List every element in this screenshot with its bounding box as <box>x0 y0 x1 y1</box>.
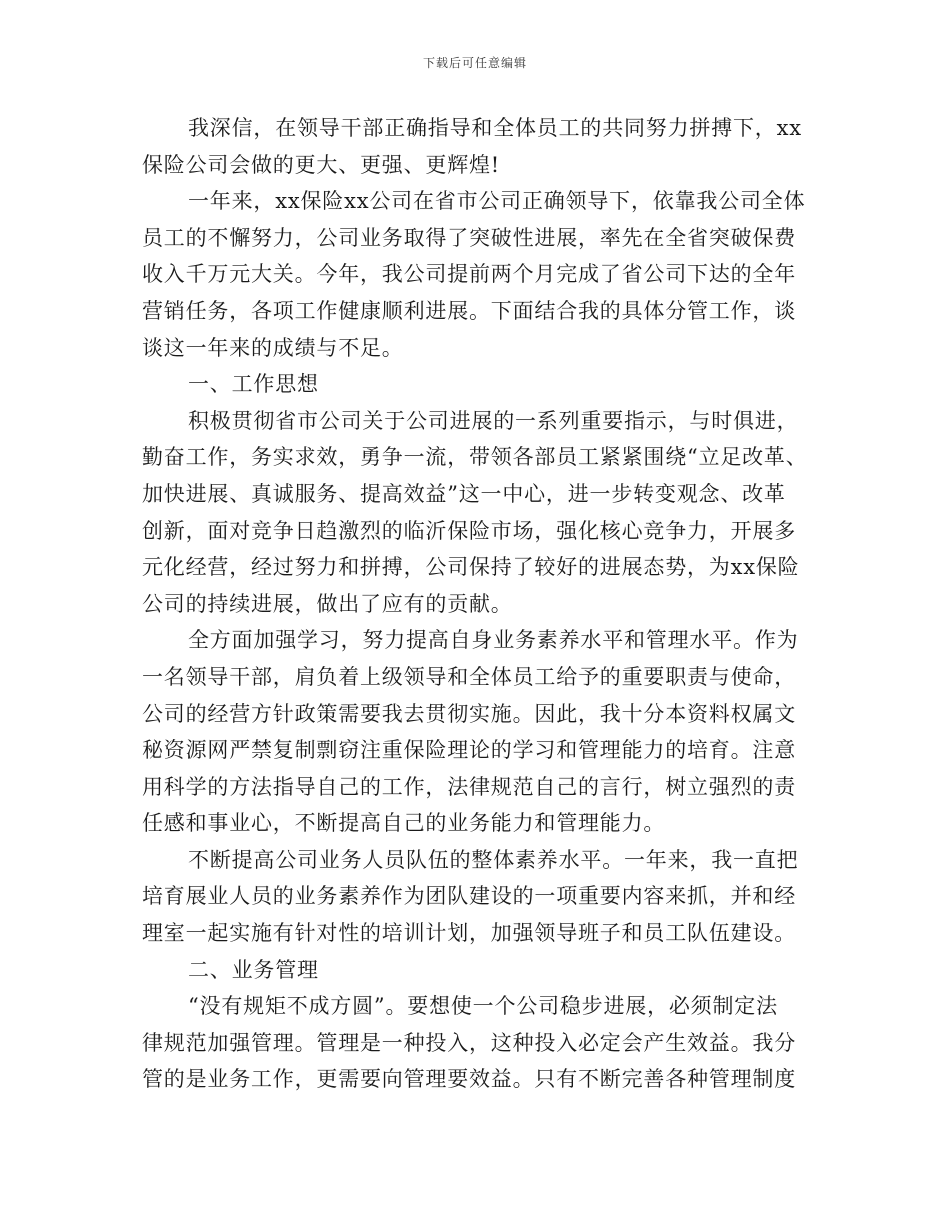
section-heading: 一、工作思想 <box>188 372 319 397</box>
text-line: 任感和事业心，不断提高自己的业务能力和管理能力。 <box>142 811 666 836</box>
text-line: 营销任务，各项工作健康顺利进展。下面结合我的具体分管工作，谈 <box>142 298 796 323</box>
text-line: 公司的经营方针政策需要我去贯彻实施。因此，我十分本资料权属文 <box>142 701 796 726</box>
text-line: 谈这一年来的成绩与不足。 <box>142 335 404 360</box>
section-heading: 二、业务管理 <box>188 957 319 982</box>
text-line: 收入千万元大关。今年，我公司提前两个月完成了省公司下达的全年 <box>142 262 796 287</box>
text-line: 我深信，在领导干部正确指导和全体员工的共同努力拼搏下，xx <box>188 116 802 140</box>
text-line: 保险公司会做的更大、更强、更辉煌! <box>142 152 501 177</box>
text-line: 员工的不懈努力，公司业务取得了突破性进展，率先在全省突破保费 <box>142 225 796 250</box>
text-line: 一名领导干部，肩负着上级领导和全体员工给予的重要职责与使命， <box>142 664 796 689</box>
text-line: 秘资源网严禁复制剽窃注重保险理论的学习和管理能力的培育。注意 <box>142 738 796 763</box>
text-line: 加快进展、真诚服务、提高效益”这一中心，进一步转变观念、改革 <box>142 481 786 506</box>
text-line: 全方面加强学习，努力提高自身业务素养水平和管理水平。作为 <box>188 628 799 653</box>
text-line: 理室一起实施有针对性的培训计划，加强领导班子和员工队伍建设。 <box>142 921 796 946</box>
text-line: 不断提高公司业务人员队伍的整体素养水平。一年来，我一直把 <box>188 847 799 872</box>
text-line: 培育展业人员的业务素养作为团队建设的一项重要内容来抓，并和经 <box>142 884 796 909</box>
text-line: “没有规矩不成方圆”。要想使一个公司稳步进展，必须制定法 <box>188 994 778 1019</box>
document-body <box>142 110 810 1098</box>
text-line: 公司的持续进展，做出了应有的贡献。 <box>142 591 513 616</box>
text-line: 积极贯彻省市公司关于公司进展的一系列重要指示，与时俱进， <box>188 408 799 433</box>
text-line: 律规范加强管理。管理是一种投入，这种投入必定会产生效益。我分 <box>142 1030 796 1055</box>
text-line: 勤奋工作，务实求效，勇争一流，带领各部员工紧紧围绕“立足改革、 <box>142 445 808 470</box>
text-line: 创新，面对竞争日趋激烈的临沂保险市场，强化核心竞争力，开展多 <box>142 518 796 543</box>
text-line: 元化经营，经过努力和拼搏，公司保持了较好的进展态势，为xx保险 <box>142 555 800 580</box>
text-line: 用科学的方法指导自己的工作，法律规范自己的言行，树立强烈的责 <box>142 774 796 799</box>
text-line: 管的是业务工作，更需要向管理要效益。只有不断完善各种管理制度 <box>142 1067 796 1092</box>
page-header: 下载后可任意编辑 <box>422 56 527 70</box>
text-line: 一年来，xx保险xx公司在省市公司正确领导下，依靠我公司全体 <box>188 189 806 214</box>
